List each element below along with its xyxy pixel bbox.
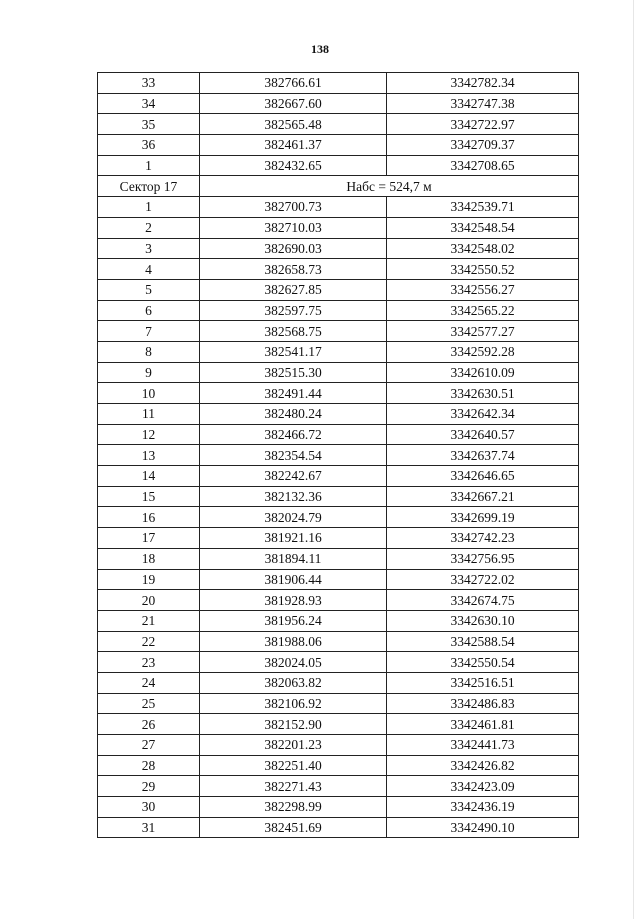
table-row: [98, 735, 579, 756]
y-coordinate-cell: 3342588.54: [387, 631, 579, 652]
table-row: [98, 755, 579, 776]
point-number-cell: 29: [98, 776, 200, 797]
table-row: [98, 507, 579, 528]
point-number-cell: 35: [98, 114, 200, 135]
x-coordinate-cell: 382597.75: [200, 300, 387, 321]
x-coordinate-cell: 382298.99: [200, 797, 387, 818]
x-coordinate-cell: 381921.16: [200, 528, 387, 549]
y-coordinate-cell: 3342630.51: [387, 383, 579, 404]
x-coordinate-cell: 382432.65: [200, 155, 387, 176]
x-coordinate-cell: 381956.24: [200, 610, 387, 631]
point-number-cell: 20: [98, 590, 200, 611]
table-row: [98, 135, 579, 156]
table-row: [98, 424, 579, 445]
x-coordinate-cell: 381928.93: [200, 590, 387, 611]
y-coordinate-cell: 3342722.97: [387, 114, 579, 135]
x-coordinate-cell: 382627.85: [200, 279, 387, 300]
x-coordinate-cell: 381906.44: [200, 569, 387, 590]
x-coordinate-cell: 382480.24: [200, 404, 387, 425]
point-number-cell: 13: [98, 445, 200, 466]
table-row: [98, 300, 579, 321]
y-coordinate-cell: 3342539.71: [387, 197, 579, 218]
table-row: [98, 238, 579, 259]
y-coordinate-cell: 3342699.19: [387, 507, 579, 528]
y-coordinate-cell: 3342782.34: [387, 73, 579, 94]
point-number-cell: 31: [98, 817, 200, 838]
x-coordinate-cell: 382354.54: [200, 445, 387, 466]
y-coordinate-cell: 3342548.02: [387, 238, 579, 259]
table-row: [98, 362, 579, 383]
table-row: [98, 817, 579, 838]
table-row: [98, 155, 579, 176]
x-coordinate-cell: 382491.44: [200, 383, 387, 404]
x-coordinate-cell: 382568.75: [200, 321, 387, 342]
y-coordinate-cell: 3342667.21: [387, 486, 579, 507]
table-row: [98, 776, 579, 797]
y-coordinate-cell: 3342709.37: [387, 135, 579, 156]
x-coordinate-cell: 382201.23: [200, 735, 387, 756]
y-coordinate-cell: 3342550.52: [387, 259, 579, 280]
table-body-bottom: [98, 197, 579, 838]
x-coordinate-cell: 382541.17: [200, 341, 387, 362]
y-coordinate-cell: 3342441.73: [387, 735, 579, 756]
sector-header: [98, 176, 579, 197]
table-row: [98, 652, 579, 673]
point-number-cell: 8: [98, 341, 200, 362]
point-number-cell: 1: [98, 155, 200, 176]
y-coordinate-cell: 3342436.19: [387, 797, 579, 818]
point-number-cell: 24: [98, 672, 200, 693]
y-coordinate-cell: 3342747.38: [387, 93, 579, 114]
point-number-cell: 14: [98, 466, 200, 487]
point-number-cell: 4: [98, 259, 200, 280]
point-number-cell: 30: [98, 797, 200, 818]
table-row: [98, 279, 579, 300]
y-coordinate-cell: 3342548.54: [387, 217, 579, 238]
table-row: [98, 548, 579, 569]
point-number-cell: 16: [98, 507, 200, 528]
x-coordinate-cell: 382106.92: [200, 693, 387, 714]
y-coordinate-cell: 3342722.02: [387, 569, 579, 590]
point-number-cell: 2: [98, 217, 200, 238]
y-coordinate-cell: 3342565.22: [387, 300, 579, 321]
x-coordinate-cell: 382132.36: [200, 486, 387, 507]
x-coordinate-cell: 382024.05: [200, 652, 387, 673]
x-coordinate-cell: 382242.67: [200, 466, 387, 487]
x-coordinate-cell: 382461.37: [200, 135, 387, 156]
x-coordinate-cell: 382690.03: [200, 238, 387, 259]
x-coordinate-cell: 382667.60: [200, 93, 387, 114]
y-coordinate-cell: 3342708.65: [387, 155, 579, 176]
table-row: [98, 797, 579, 818]
point-number-cell: 9: [98, 362, 200, 383]
table-row: [98, 445, 579, 466]
x-coordinate-cell: 382700.73: [200, 197, 387, 218]
x-coordinate-cell: 381894.11: [200, 548, 387, 569]
y-coordinate-cell: 3342423.09: [387, 776, 579, 797]
x-coordinate-cell: 382658.73: [200, 259, 387, 280]
table-row: [98, 93, 579, 114]
table-row: [98, 321, 579, 342]
table-row: [98, 217, 579, 238]
x-coordinate-cell: 382710.03: [200, 217, 387, 238]
x-coordinate-cell: 382565.48: [200, 114, 387, 135]
x-coordinate-cell: 382251.40: [200, 755, 387, 776]
x-coordinate-cell: 381988.06: [200, 631, 387, 652]
x-coordinate-cell: 382515.30: [200, 362, 387, 383]
table-row: [98, 672, 579, 693]
y-coordinate-cell: 3342610.09: [387, 362, 579, 383]
table-row: [98, 114, 579, 135]
point-number-cell: 18: [98, 548, 200, 569]
x-coordinate-cell: 382152.90: [200, 714, 387, 735]
table-body-top: [98, 73, 579, 176]
point-number-cell: 25: [98, 693, 200, 714]
point-number-cell: 33: [98, 73, 200, 94]
point-number-cell: 11: [98, 404, 200, 425]
table-row: [98, 714, 579, 735]
y-coordinate-cell: 3342461.81: [387, 714, 579, 735]
table-row: [98, 73, 579, 94]
point-number-cell: 3: [98, 238, 200, 259]
y-coordinate-cell: 3342516.51: [387, 672, 579, 693]
sector-header-row: [98, 176, 579, 197]
x-coordinate-cell: 382766.61: [200, 73, 387, 94]
y-coordinate-cell: 3342637.74: [387, 445, 579, 466]
table-row: [98, 197, 579, 218]
point-number-cell: 23: [98, 652, 200, 673]
point-number-cell: 22: [98, 631, 200, 652]
point-number-cell: 27: [98, 735, 200, 756]
point-number-cell: 17: [98, 528, 200, 549]
y-coordinate-cell: 3342577.27: [387, 321, 579, 342]
table-row: [98, 590, 579, 611]
y-coordinate-cell: 3342756.95: [387, 548, 579, 569]
point-number-cell: 26: [98, 714, 200, 735]
x-coordinate-cell: 382466.72: [200, 424, 387, 445]
x-coordinate-cell: 382451.69: [200, 817, 387, 838]
point-number-cell: 21: [98, 610, 200, 631]
table-row: [98, 631, 579, 652]
page-number: 138: [311, 42, 329, 56]
table-row: [98, 610, 579, 631]
table-row: [98, 693, 579, 714]
point-number-cell: 6: [98, 300, 200, 321]
point-number-cell: 36: [98, 135, 200, 156]
point-number-cell: 7: [98, 321, 200, 342]
point-number-cell: 15: [98, 486, 200, 507]
table-row: [98, 528, 579, 549]
y-coordinate-cell: 3342640.57: [387, 424, 579, 445]
table-row: [98, 259, 579, 280]
y-coordinate-cell: 3342630.10: [387, 610, 579, 631]
sector-label: Сектор 17: [98, 176, 200, 197]
point-number-cell: 28: [98, 755, 200, 776]
x-coordinate-cell: 382271.43: [200, 776, 387, 797]
coordinates-table: [97, 72, 579, 838]
sector-elevation: Набс = 524,7 м: [200, 176, 579, 197]
table-row: [98, 341, 579, 362]
y-coordinate-cell: 3342646.65: [387, 466, 579, 487]
table-row: [98, 569, 579, 590]
x-coordinate-cell: 382024.79: [200, 507, 387, 528]
point-number-cell: 1: [98, 197, 200, 218]
y-coordinate-cell: 3342550.54: [387, 652, 579, 673]
y-coordinate-cell: 3342486.83: [387, 693, 579, 714]
table-row: [98, 404, 579, 425]
y-coordinate-cell: 3342674.75: [387, 590, 579, 611]
y-coordinate-cell: 3342490.10: [387, 817, 579, 838]
y-coordinate-cell: 3342592.28: [387, 341, 579, 362]
point-number-cell: 19: [98, 569, 200, 590]
table-row: [98, 466, 579, 487]
point-number-cell: 10: [98, 383, 200, 404]
point-number-cell: 12: [98, 424, 200, 445]
y-coordinate-cell: 3342642.34: [387, 404, 579, 425]
y-coordinate-cell: 3342556.27: [387, 279, 579, 300]
table-row: [98, 383, 579, 404]
y-coordinate-cell: 3342426.82: [387, 755, 579, 776]
page-edge-line: [633, 0, 634, 919]
table-row: [98, 486, 579, 507]
y-coordinate-cell: 3342742.23: [387, 528, 579, 549]
point-number-cell: 5: [98, 279, 200, 300]
x-coordinate-cell: 382063.82: [200, 672, 387, 693]
point-number-cell: 34: [98, 93, 200, 114]
